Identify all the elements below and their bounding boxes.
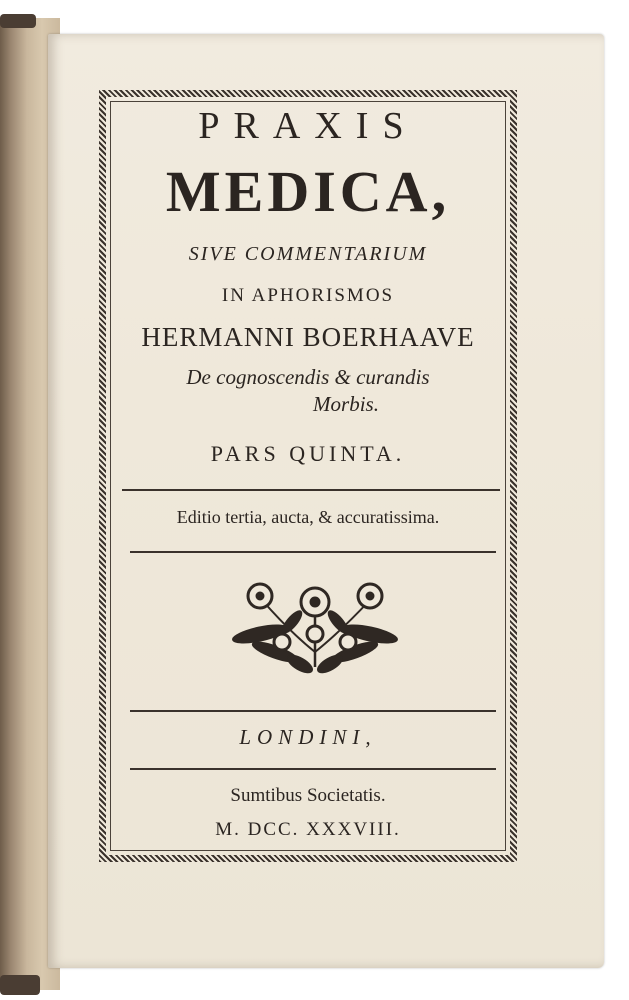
binding-cap-top bbox=[0, 14, 36, 28]
divider-rule bbox=[130, 551, 496, 553]
floral-vignette-icon bbox=[230, 572, 400, 682]
subtitle-sive-commentarium: SIVE COMMENTARIUM bbox=[188, 243, 428, 265]
binding-cap-bottom bbox=[0, 975, 40, 995]
divider-rule bbox=[130, 710, 496, 712]
imprint-publisher: Sumtibus Societatis. bbox=[230, 785, 386, 806]
imprint-date: M. DCC. XXXVIII. bbox=[215, 819, 401, 840]
title-medica: MEDICA, bbox=[165, 159, 451, 224]
edition-statement: Editio tertia, aucta, & accuratissima. bbox=[176, 507, 440, 527]
volume-part: PARS QUINTA. bbox=[210, 441, 406, 466]
title-praxis: PRAXIS bbox=[198, 105, 418, 147]
divider-rule bbox=[130, 768, 496, 770]
subtitle-morbis: Morbis. bbox=[313, 392, 379, 416]
subtitle-de-cognoscendis: De cognoscendis & curandis bbox=[186, 365, 430, 389]
author-name: HERMANNI BOERHAAVE bbox=[141, 322, 475, 352]
divider-rule bbox=[122, 489, 500, 491]
imprint-place: LONDINI, bbox=[239, 725, 377, 749]
subtitle-in-aphorismos: IN APHORISMOS bbox=[221, 285, 395, 306]
